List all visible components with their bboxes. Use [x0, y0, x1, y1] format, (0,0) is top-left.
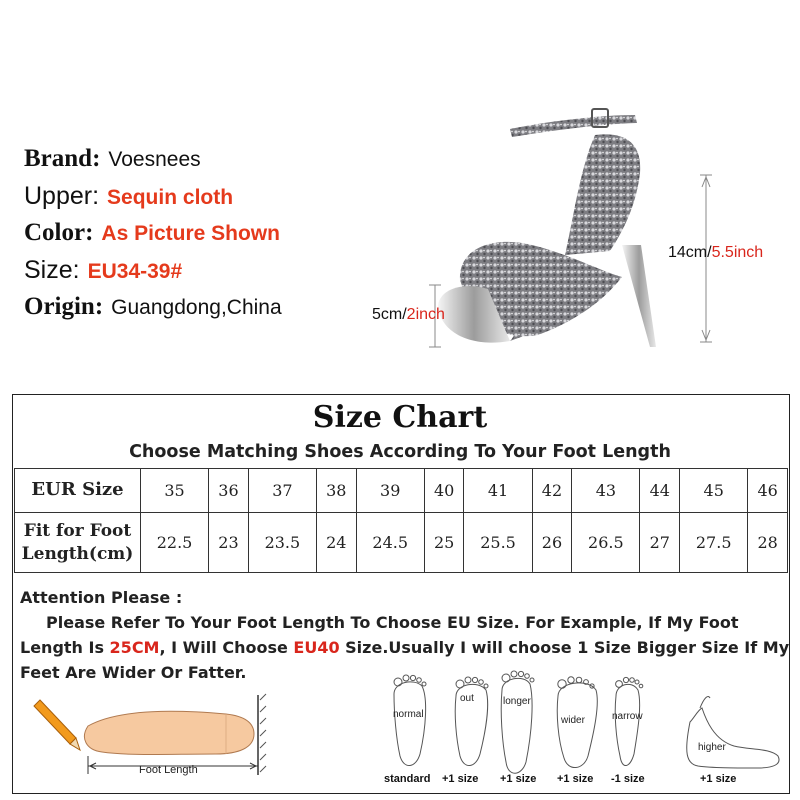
platform-height-inch: 2inch — [406, 306, 445, 323]
color-value: As Picture Shown — [101, 222, 280, 245]
attention-part1: Please Refer To Your Foot Length To Choose EU Size. For Example, If My Foot Length Is — [20, 613, 739, 657]
foot-length-cell: 28 — [748, 513, 788, 573]
heel-height-inch: 5.5inch — [711, 244, 764, 261]
eur-size-cell: 36 — [209, 469, 249, 513]
foot-length-label: Foot Length — [139, 764, 198, 776]
foot-type-label: narrow — [612, 711, 643, 722]
foot-length-cell: 24.5 — [356, 513, 424, 573]
foot-type-label: normal — [393, 709, 424, 720]
eur-size-header: EUR Size — [15, 469, 141, 513]
foot-length-cell: 25 — [424, 513, 464, 573]
foot-type-size: +1 size — [500, 773, 537, 785]
upper-row — [24, 182, 354, 219]
eur-size-cell: 39 — [356, 469, 424, 513]
shoe-image — [360, 95, 800, 365]
eur-size-cell: 40 — [424, 469, 464, 513]
eur-size-cell: 46 — [748, 469, 788, 513]
size-table — [14, 468, 788, 573]
out-foot-icon — [455, 677, 488, 766]
attention-part3: Size.Usually I will choose 1 Size Bigger Size If My Feet Are Wider Or Fatter. — [20, 638, 790, 682]
foot-type-label: higher — [698, 742, 726, 753]
longer-foot-icon — [501, 671, 534, 773]
heel-height-label — [668, 244, 763, 262]
brand-row — [24, 145, 354, 182]
upper-value: Sequin cloth — [107, 186, 234, 209]
attention-part2: , I Will Choose — [159, 638, 294, 657]
eur-size-cell: 43 — [572, 469, 640, 513]
eur-size-cell: 44 — [640, 469, 680, 513]
size-label: Size: — [24, 256, 80, 284]
upper-label: Upper: — [24, 182, 100, 210]
pencil-icon — [34, 700, 80, 750]
size-row — [24, 256, 354, 293]
normal-foot-icon — [394, 675, 426, 766]
foot-length-cell: 24 — [316, 513, 356, 573]
size-chart-subtitle: Choose Matching Shoes According To Your Foot Length — [129, 442, 671, 462]
color-label: Color: — [24, 219, 94, 246]
size-value: EU34-39# — [87, 260, 183, 283]
eur-size-cell: 38 — [316, 469, 356, 513]
foot-length-cell: 27.5 — [680, 513, 748, 573]
heel-height-cm: 14cm/ — [668, 244, 712, 261]
origin-label: Origin: — [24, 293, 104, 320]
foot-length-cell: 23 — [209, 513, 249, 573]
eur-size-cell: 37 — [248, 469, 316, 513]
product-info — [24, 145, 354, 330]
eur-size-cell: 35 — [141, 469, 209, 513]
higher-foot-icon — [687, 696, 779, 768]
foot-length-cell: 23.5 — [248, 513, 316, 573]
foot-type-size: -1 size — [611, 773, 645, 785]
brand-label: Brand: — [24, 145, 101, 172]
attention-heading: Attention Please : — [20, 588, 183, 607]
foot-length-cell: 22.5 — [141, 513, 209, 573]
color-row — [24, 219, 354, 256]
origin-value: Guangdong,China — [111, 296, 282, 319]
eur-size-cell: 42 — [532, 469, 572, 513]
eur-size-cell: 41 — [464, 469, 532, 513]
foot-length-header-line1: Fit for Foot — [23, 520, 132, 541]
foot-length-cell: 27 — [640, 513, 680, 573]
foot-type-size: +1 size — [557, 773, 594, 785]
foot-type-label: longer — [503, 696, 531, 707]
foot-length-header-line2: Length(cm) — [21, 543, 134, 564]
foot-length-cell: 26.5 — [572, 513, 640, 573]
foot-type-size: +1 size — [700, 773, 737, 785]
attention-size-example: EU40 — [293, 638, 340, 657]
platform-height-cm: 5cm/ — [372, 306, 407, 323]
brand-value: Voesnees — [108, 148, 201, 171]
eur-size-cell: 45 — [680, 469, 748, 513]
size-chart-title: Size Chart — [312, 400, 488, 435]
eur-size-row — [15, 469, 788, 513]
foot-length-row — [15, 513, 788, 573]
foot-type-label: out — [460, 693, 474, 704]
foot-length-header — [15, 513, 141, 573]
platform-height-label — [372, 306, 445, 324]
origin-row — [24, 293, 354, 330]
foot-type-size: +1 size — [442, 773, 479, 785]
foot-length-cell: 25.5 — [464, 513, 532, 573]
attention-length-example: 25CM — [109, 638, 160, 657]
foot-length-cell: 26 — [532, 513, 572, 573]
foot-type-label: wider — [561, 715, 585, 726]
foot-type-size: standard — [384, 773, 431, 785]
